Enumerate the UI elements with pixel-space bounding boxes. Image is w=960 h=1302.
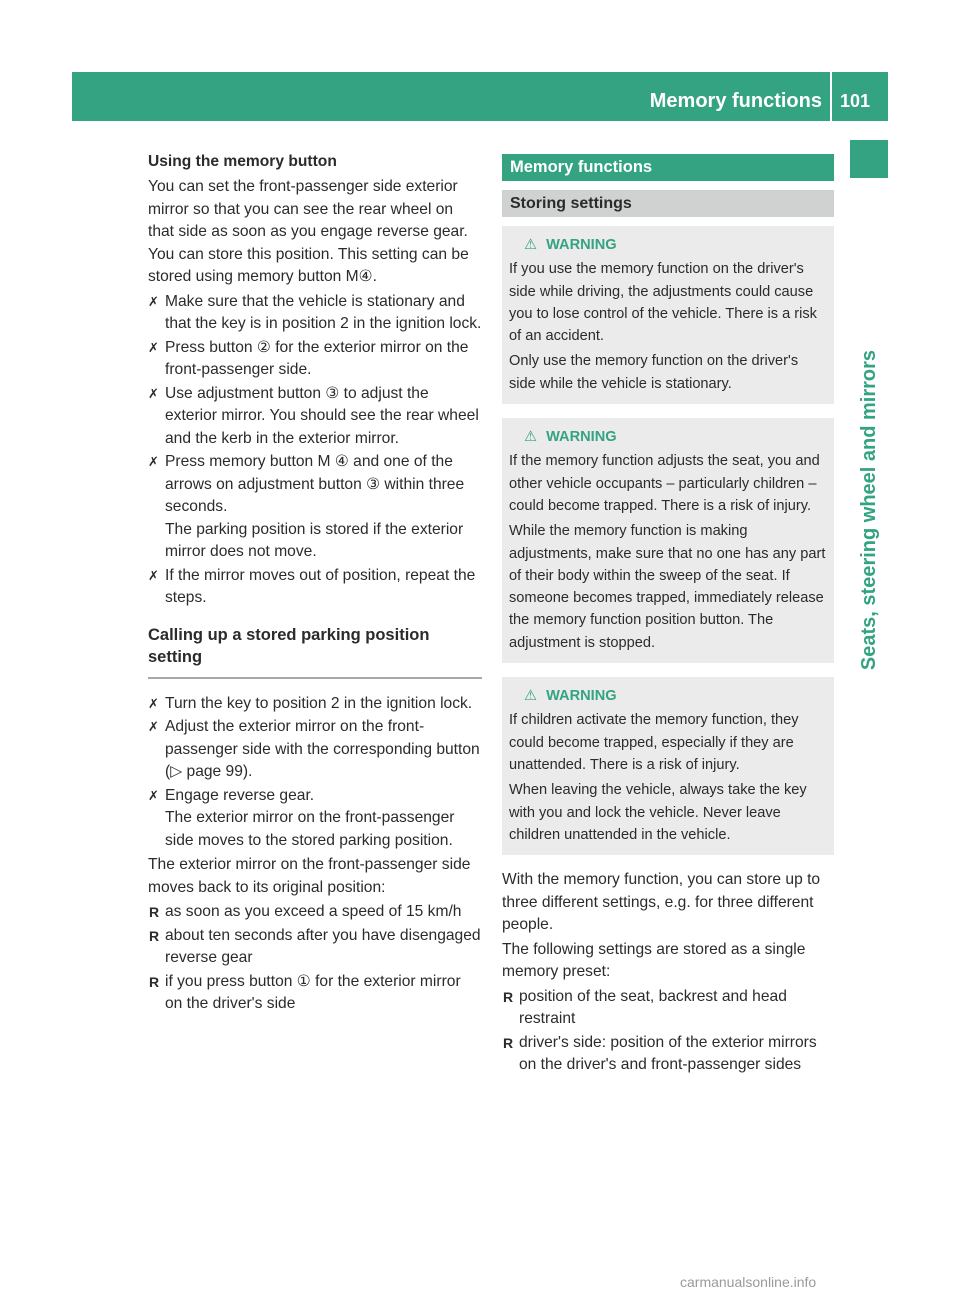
warning-triangle-icon: ⚠ bbox=[524, 688, 538, 705]
running-header-title: Memory functions bbox=[649, 90, 822, 112]
step-arrow-icon: ✗ bbox=[148, 293, 159, 309]
warning-box bbox=[502, 677, 834, 855]
step-arrow-icon: ✗ bbox=[148, 385, 159, 401]
warning-heading: ⚠ WARNING bbox=[524, 237, 617, 253]
right-column bbox=[502, 154, 834, 1078]
list-item: R driver's side: position of the exterior mirrors on the driver's and front-passenger sides bbox=[503, 1033, 817, 1074]
step-arrow-icon: ✗ bbox=[148, 787, 159, 803]
warning-triangle-icon: ⚠ bbox=[524, 429, 538, 446]
instruction-step: ✗ Make sure that the vehicle is stationary and that the key is in position 2 in the ignition lock. bbox=[148, 292, 482, 332]
bullet-icon: R bbox=[149, 927, 160, 944]
header-divider bbox=[830, 72, 832, 121]
warning-box bbox=[502, 226, 834, 404]
instruction-step: ✗ Engage reverse gear. The exterior mirror on the front-passenger side moves to the stored parking position. bbox=[148, 786, 455, 849]
body-paragraph: With the memory function, you can store up to three different settings, e.g. for three different people. bbox=[502, 871, 821, 934]
section-banner: Memory functions bbox=[502, 154, 834, 181]
instruction-step: ✗ Use adjustment button ③ to adjust the exterior mirror. You should see the rear wheel and the kerb in the exterior mirror. bbox=[148, 384, 479, 447]
bullet-icon: R bbox=[149, 904, 160, 920]
warning-text: If you use the memory function on the driver's side while driving, the adjustments could cause you to lose control of the vehicle. There is a risk of an accident. bbox=[509, 261, 817, 345]
warning-heading: ⚠ WARNING bbox=[524, 688, 617, 705]
bullet-icon: R bbox=[503, 988, 514, 1005]
intro-paragraph: You can set the front-passenger side exterior mirror so that you can see the rear wheel on that side as soon as you engage reverse gear. You can store this position. This setting can be stored using memory button M④. bbox=[148, 178, 469, 285]
watermark-text: carmanualsonline.info bbox=[680, 1274, 817, 1290]
step-result: The exterior mirror on the front-passenger side moves to the stored parking position. bbox=[165, 809, 455, 849]
step-arrow-icon: ✗ bbox=[148, 454, 159, 469]
return-intro-paragraph: The exterior mirror on the front-passenger side moves back to its original position: bbox=[148, 856, 471, 896]
warning-heading: ⚠ WARNING bbox=[524, 429, 617, 446]
bullet-icon: R bbox=[149, 973, 160, 990]
section-heading-memory-button: Using the memory button bbox=[148, 153, 337, 170]
warning-text: Only use the memory function on the driver's side while the vehicle is stationary. bbox=[509, 353, 799, 392]
warning-box bbox=[502, 418, 834, 663]
step-arrow-icon: ✗ bbox=[148, 695, 159, 711]
warning-text: If children activate the memory function, they could become trapped, especially if they are unattended. There is a risk of injury. bbox=[509, 712, 799, 773]
section-heading-parking-position: Calling up a stored parking position setting bbox=[148, 624, 482, 679]
body-paragraph: The following settings are stored as a single memory preset: bbox=[502, 940, 806, 981]
subsection-banner: Storing settings bbox=[502, 190, 834, 217]
step-result: The parking position is stored if the exterior mirror does not move. bbox=[165, 520, 464, 560]
instruction-step: ✗ Adjust the exterior mirror on the front-passenger side with the corresponding button (▷ page 99). bbox=[148, 718, 480, 780]
chapter-side-label: Seats, steering wheel and mirrors bbox=[858, 349, 880, 671]
step-arrow-icon: ✗ bbox=[148, 339, 159, 355]
left-column bbox=[148, 150, 482, 1017]
instruction-step: ✗ Press memory button M ④ and one of the arrows on adjustment button ③ within three seconds. The parking position is stored if the exterior mirror does not move. bbox=[148, 453, 465, 560]
list-item: R if you press button ① for the exterior mirror on the driver's side bbox=[149, 972, 461, 1012]
instruction-step: ✗ Press button ② for the exterior mirror on the front-passenger side. bbox=[148, 338, 469, 378]
list-item: R as soon as you exceed a speed of 15 km/h bbox=[148, 901, 482, 924]
page-number: 101 bbox=[840, 91, 871, 111]
list-item: R about ten seconds after you have disengaged reverse gear bbox=[149, 926, 481, 966]
warning-triangle-icon: ⚠ bbox=[524, 237, 538, 253]
step-arrow-icon: ✗ bbox=[148, 719, 159, 734]
instruction-step: ✗ Turn the key to position 2 in the ignition lock. bbox=[148, 693, 482, 716]
warning-text: If the memory function adjusts the seat, you and other vehicle occupants – particularly children – could become trapped. There is a risk of injury. bbox=[509, 453, 820, 514]
warning-text: When leaving the vehicle, always take the key with you and lock the vehicle. Never leave children unattended in the vehicle. bbox=[509, 782, 807, 843]
instruction-step: ✗ If the mirror moves out of position, repeat the steps. bbox=[148, 566, 476, 606]
warning-text: While the memory function is making adjustments, make sure that no one has any part of their body within the sweep of the seat. If someone becomes trapped, immediately release the memory function position button. The adjustment is stopped. bbox=[509, 523, 826, 651]
chapter-tab bbox=[850, 140, 888, 178]
bullet-icon: R bbox=[503, 1034, 514, 1051]
list-item: R position of the seat, backrest and head restraint bbox=[503, 987, 787, 1028]
step-arrow-icon: ✗ bbox=[148, 567, 159, 583]
